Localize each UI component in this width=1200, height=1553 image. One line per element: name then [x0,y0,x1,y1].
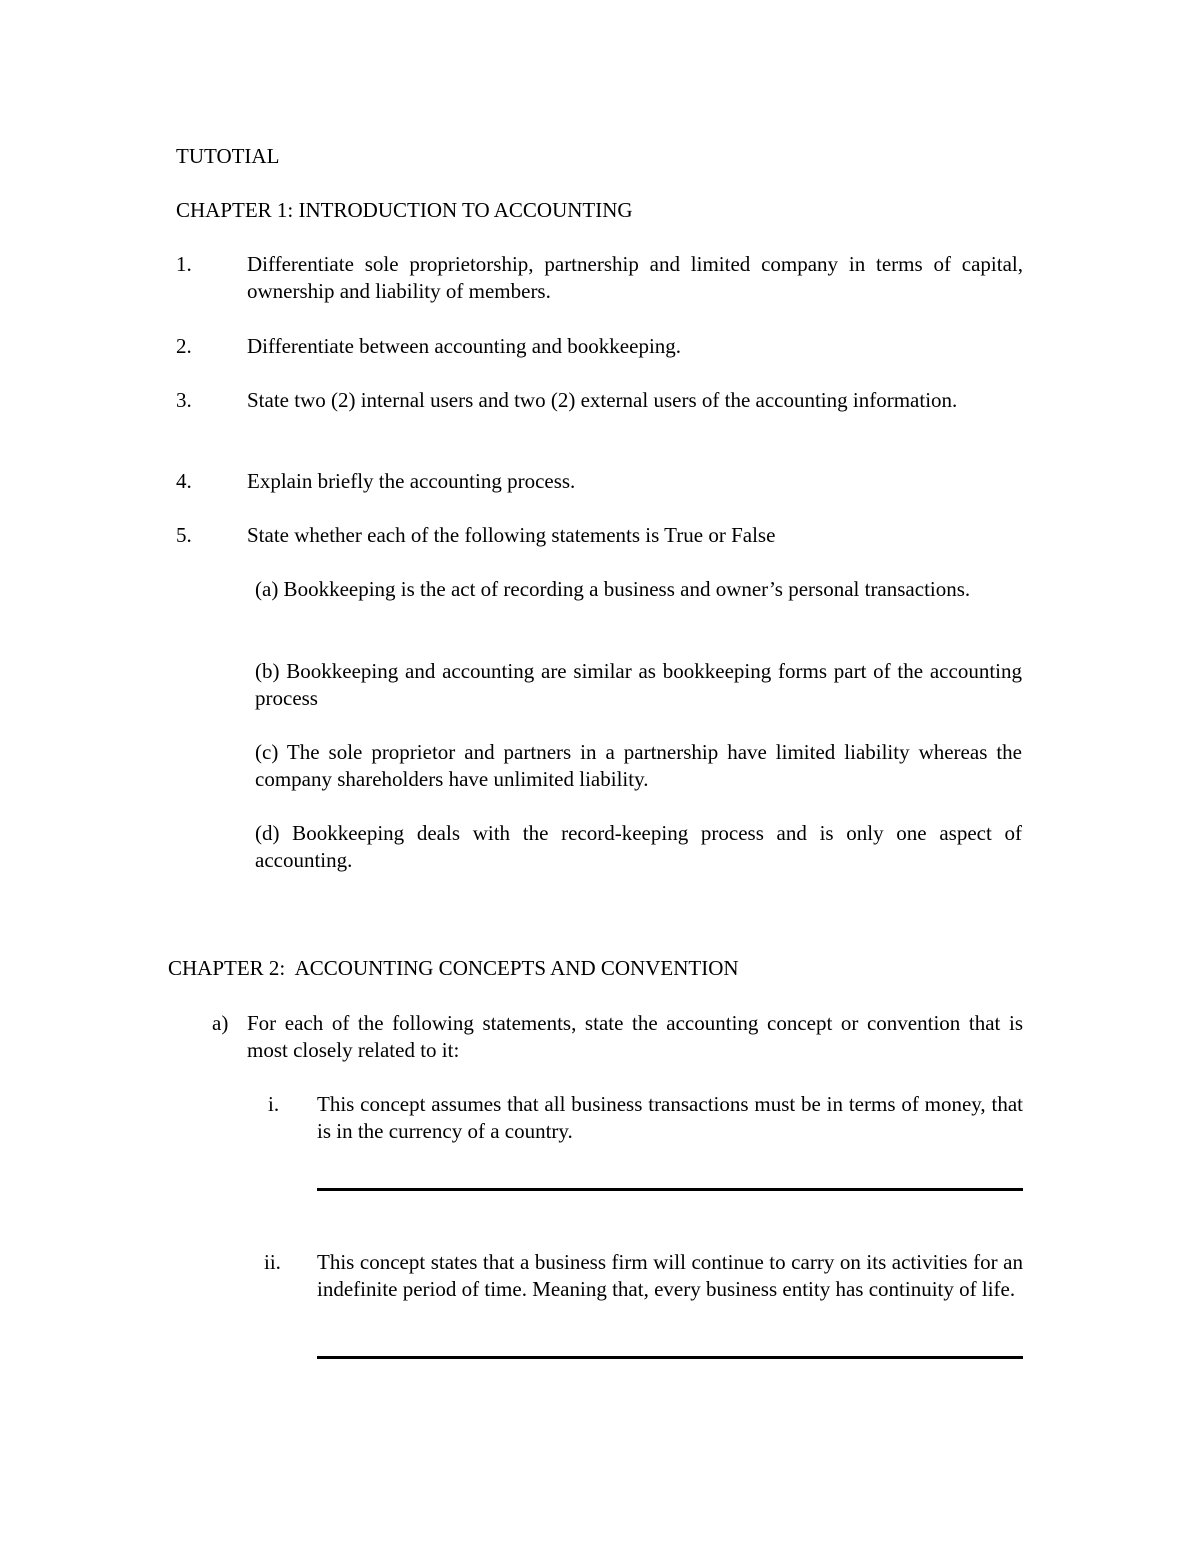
true-false-statement: (b) Bookkeeping and accounting are similar as bookkeeping forms part of the accounting process [255,659,1022,710]
question-number: 2. [176,334,192,358]
part-label: a) [212,1011,229,1035]
question-number: 1. [176,252,192,276]
true-false-statement: (a) Bookkeeping is the act of recording a business and owner’s personal transactions. [255,577,971,601]
answer-line [317,1356,1023,1359]
part-a-instruction: For each of the following statements, state the accounting concept or convention that is most closely related to it: [247,1011,1023,1062]
question-number: 4. [176,469,192,493]
question-number: 5. [176,523,192,547]
chapter-1-title: CHAPTER 1: INTRODUCTION TO ACCOUNTING [176,198,633,222]
document-heading: TUTOTIAL [176,144,280,168]
item-number: i. [268,1092,280,1116]
question-text: Differentiate sole proprietorship, partnership and limited company in terms of capital, ownership and liability of members. [247,252,1023,303]
true-false-statement: (d) Bookkeeping deals with the record-keeping process and is only one aspect of accounting. [255,821,1022,872]
concept-statement: This concept states that a business firm will continue to carry on its activities for an indefinite period of time. Meaning that, every business entity has continuity of life. [317,1250,1023,1301]
question-text: State whether each of the following statements is True or False [247,523,776,547]
chapter-2-title: CHAPTER 2: ACCOUNTING CONCEPTS AND CONVENTION [168,956,739,980]
question-text: State two (2) internal users and two (2) external users of the accounting information. [247,388,958,412]
item-number: ii. [264,1250,281,1274]
question-text: Explain briefly the accounting process. [247,469,576,493]
concept-statement: This concept assumes that all business transactions must be in terms of money, that is in the currency of a country. [317,1092,1023,1143]
question-number: 3. [176,388,192,412]
answer-line [317,1188,1023,1191]
question-text: Differentiate between accounting and bookkeeping. [247,334,682,358]
true-false-statement: (c) The sole proprietor and partners in a partnership have limited liability whereas the company shareholders have unlimited liability. [255,740,1022,791]
